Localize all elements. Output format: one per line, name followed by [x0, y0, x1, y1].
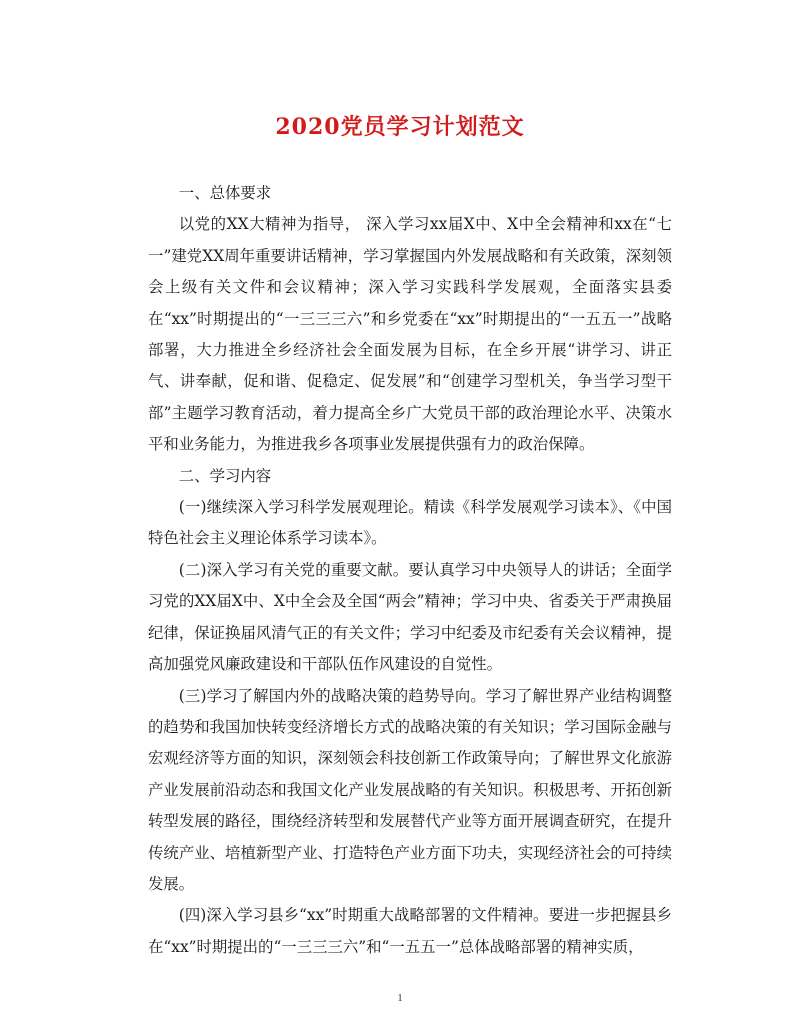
paragraph-content-3: (三)学习了解国内外的战略决策的趋势导向。学习了解世界产业结构调整的趋势和我国加快转变经济增长方式的战略决策的有关知识；学习国际金融与宏观经济等方面的知识，深刻领会科技创新工作政策导向；了解世界文化旅游产业发展前沿动态和我国文化产业发展战略的有关知识。积极思考、开拓创新转型发展的路径，围绕经济转型和发展替代产业等方面开展调查研究，在提升传统产业、培植新型产业、打造特色产业方面下功夫，实现经济社会的可持续发展。	[148, 686, 672, 893]
paragraph-content-4: (四)深入学习县乡“xx”时期重大战略部署的文件精神。要进一步把握县乡在“xx”时期提出的“一三三三六”和“一五五一”总体战略部署的精神实质，	[148, 906, 672, 956]
paragraph-requirements: 以党的XX大精神为指导， 深入学习xx届X中、X中全会精神和xx在“七一”建党XX周年重要讲话精神，学习掌握国内外发展战略和有关政策，深刻领会上级有关文件和会议精神；深入学习实践科学发展观，全面落实县委在“xx”时期提出的“一三三三六”和乡党委在“xx”时期提出的“一五五一”战略部署，大力推进全乡经济社会全面发展为目标，在全乡开展“讲学习、讲正气、讲奉献，促和谐、促稳定、促发展”和“创建学习型机关，争当学习型干部”主题学习教育活动，着力提高全乡广大党员干部的政治理论水平、决策水平和业务能力，为推进我乡各项事业发展提供强有力的政治保障。	[148, 215, 672, 454]
paragraph-content-1: (一)继续深入学习科学发展观理论。精读《科学发展观学习读本》、《中国特色社会主义理论体系学习读本》。	[148, 498, 673, 548]
paragraph-content-2: (二)深入学习有关党的重要文献。要认真学习中央领导人的讲话；全面学习党的XX届X中、X中全会及全国“两会”精神；学习中央、省委关于严肃换届纪律，保证换届风清气正的有关文件；学习中纪委及市纪委有关会议精神，提高加强党风廉政建设和干部队伍作风建设的自觉性。	[148, 560, 672, 674]
section-heading-requirements: 一、总体要求	[178, 184, 272, 202]
document-body	[148, 178, 672, 963]
section-heading-content: 二、学习内容	[178, 466, 272, 485]
page-number: 1	[397, 992, 403, 1004]
document-title: 2020党员学习计划范文	[275, 114, 525, 140]
